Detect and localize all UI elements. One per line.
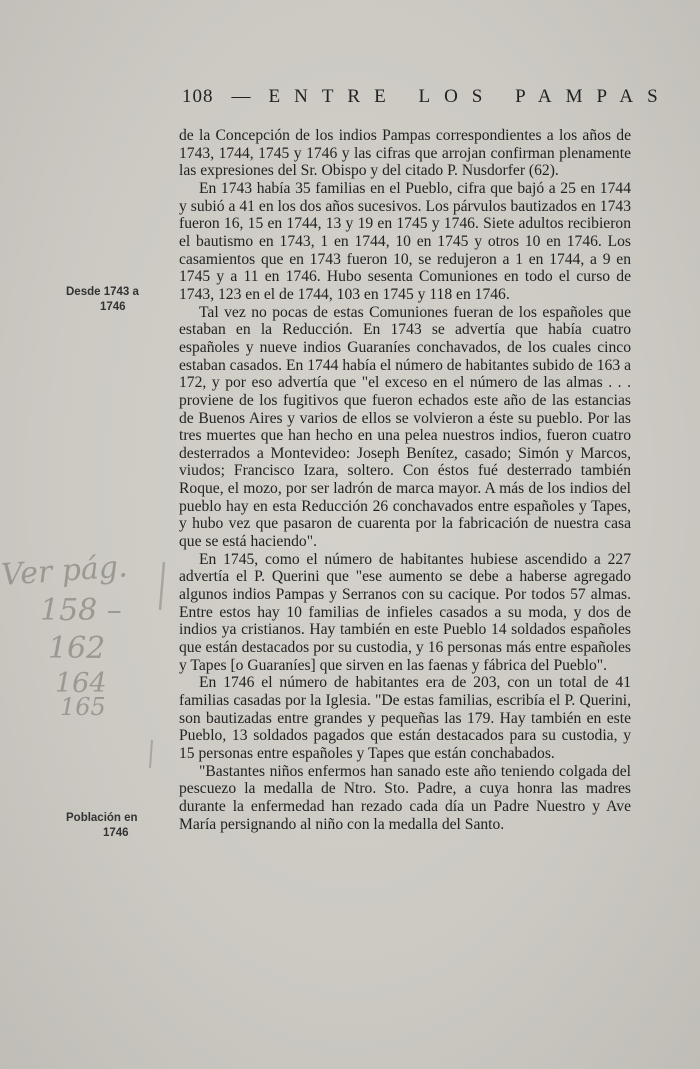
header-dash: — <box>231 86 251 107</box>
paragraph: En 1746 el número de habitantes era de 203, con un total de 41 familias casadas por la Iglesia. "De estas familias, escribía el P. Querini, son bautizadas entre grandes y pequeñas las 179. Hay también en este Pueblo, 13 soldados pagados que están destacados para su custodia, y 15 personas entre españoles y Tapes que están conchabados. <box>179 674 631 762</box>
running-head <box>182 86 672 108</box>
running-title: ENTRE LOS PAMPAS <box>268 86 672 107</box>
paragraph: "Bastantes niños enfermos han sanado este año teniendo colgada del pescuezo la medalla de Ntro. Sto. Padre, a cuya honra las madres durante la enfermedad han rezado cada día un Padre Nuestro y Ave María persignando al niño con la medalla del Santo. <box>179 762 631 833</box>
marginal-line: Desde 1743 a <box>66 286 139 298</box>
handwritten-note <box>0 540 175 770</box>
marginal-line: Población en <box>66 812 138 824</box>
handwritten-stroke <box>160 562 164 610</box>
paragraph: En 1743 había 35 familias en el Pueblo, cifra que bajó a 25 en 1744 y subió a 41 en los dos años sucesivos. Los párvulos bautizados en 1743 fueron 16, 15 en 1744, 13 y 19 en 1745 y 1746. Siete adultos recibieron el bautismo en 1743, 1 en 1744, 10 en 1745 y otros 10 en 1746. Los casamientos que en 1743 fueron 10, se redujeron a 1 en 1744, a 9 en 1745 y a 11 en 1746. Hubo sesenta Comuniones en todo el curso de 1743, 123 en el de 1744, 103 en 1745 y 118 en 1746. <box>179 179 631 303</box>
marginal-note-desde <box>66 285 166 315</box>
body-text <box>179 127 631 833</box>
paragraph: de la Concepción de los indios Pampas correspondientes a los años de 1743, 1744, 1745 y 1746 y las cifras que arrojan confirman plenamente las expresiones del Sr. Obispo y del citado P. Nusdorfer (62). <box>179 127 631 180</box>
paragraph: Tal vez no pocas de estas Comuniones fueran de los españoles que estaban en la Reducción. En 1743 se advertía que había cuatro españoles y nueve indios Guaraníes conchavados, de los cuales cinco estaban casados. En 1744 había el número de habitantes subido de 163 a 172, y por eso advertía que "el exceso en el número de las almas . . . proviene de los fugitivos que fueron echados este año de las estancias de Buenos Aires y varios de ellos se volvieron a éste su pueblo. Por las tres muertes que han hecho en una pelea nuestros indios, fueron cuatro desterrados a Montevideo: Joseph Benítez, casado; Simón y Marcos, viudos; Francisco Izara, soltero. Con éstos fué desterrado también Roque, el mozo, por ser ladrón de marca mayor. A más de los indios del pueblo hay en esta Reducción 26 conchavados entre españoles y Tapes, y hubo vez que pasaron de cuarenta por la fabricación de nuestra casa que se está haciendo". <box>179 303 631 551</box>
paragraph: En 1745, como el número de habitantes hubiese ascendido a 227 advertía el P. Querini que "ese aumento se debe a haberse agregado algunos indios Pampas y Serranos con su cacique. Por todos 57 almas. Entre estos hay 10 familias de infieles casados a su moda, y dos de indios ya cristianos. Hay también en este Pueblo 14 soldados españoles que están destacados por su custodia, y 16 personas más entre españoles y Tapes [o Guaraníes] que sirven en las faenas y fábrica del Pueblo". <box>179 550 631 674</box>
marginal-line: 1746 <box>100 301 126 313</box>
marginal-note-poblacion <box>66 811 166 841</box>
handwritten-line: 164 <box>55 668 107 699</box>
marginal-line: 1746 <box>103 827 129 839</box>
handwritten-line: 158 – <box>40 593 122 628</box>
handwritten-stroke <box>150 740 152 768</box>
handwritten-note-drawing <box>0 540 175 770</box>
handwritten-line: 165 <box>60 693 106 721</box>
handwritten-line: 162 <box>48 631 106 666</box>
page-number: 108 <box>182 86 214 107</box>
handwritten-line: Ver pág. <box>0 549 129 593</box>
